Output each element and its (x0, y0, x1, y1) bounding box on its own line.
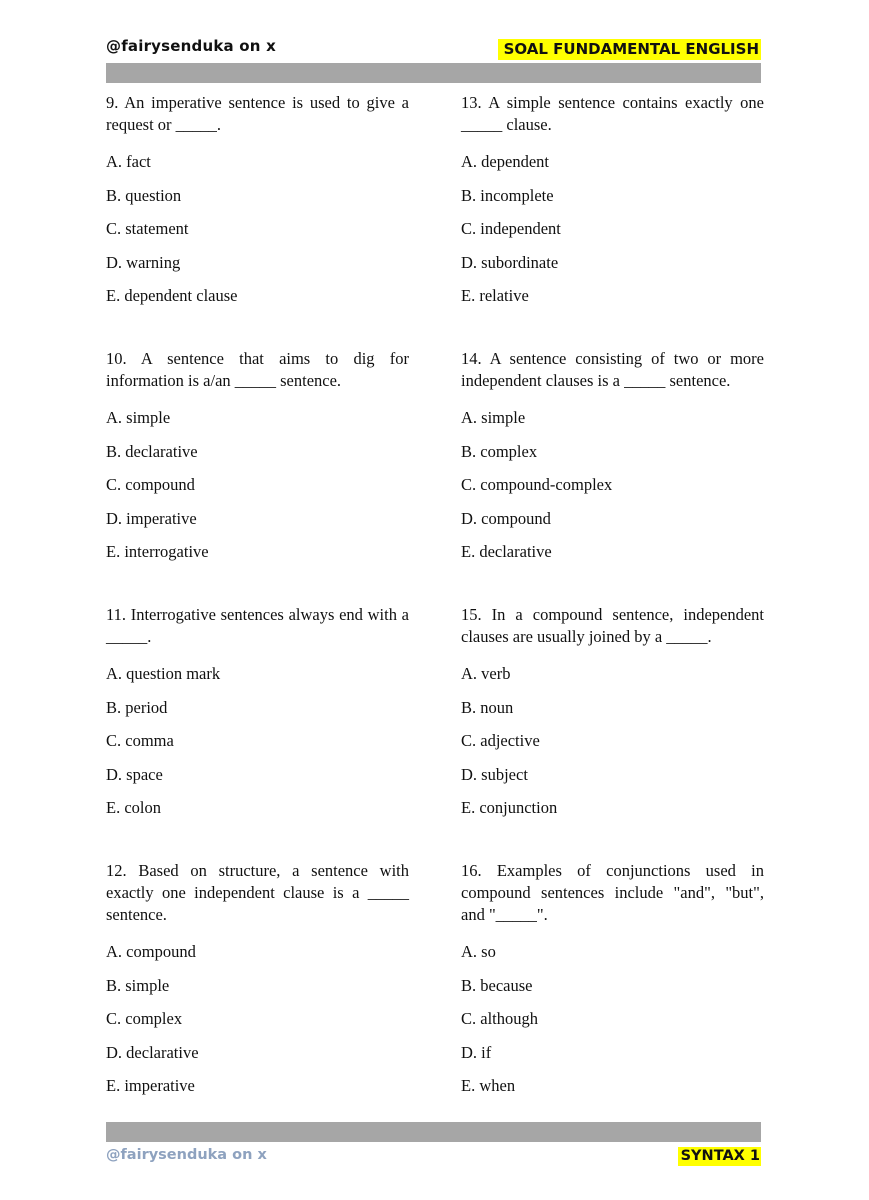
footer-label: SYNTAX 1 (678, 1147, 761, 1166)
option-d: D. declarative (106, 1042, 199, 1062)
option-e: E. when (461, 1076, 516, 1095)
question-text: 13. A simple sentence contains exactly one _____ clause. (461, 93, 764, 134)
option-e: E. declarative (461, 542, 552, 561)
question-text: 15. In a compound sentence, independent clauses are usually joined by a _____. (461, 605, 764, 646)
option-b: B. complex (461, 441, 538, 461)
question-11 (106, 604, 409, 825)
option-d: D. if (461, 1042, 492, 1062)
option-e: E. relative (461, 286, 529, 305)
header-divider-bar (106, 63, 761, 83)
option-a: A. simple (106, 408, 171, 427)
option-d: D. warning (106, 252, 181, 272)
question-text: 14. A sentence consisting of two or more independent clauses is a _____ sentence. (461, 349, 764, 390)
question-text: 16. Examples of conjunctions used in compound sentences include "and", "but", and "_____". (461, 861, 764, 924)
header-handle: @fairysenduka on x (106, 37, 276, 55)
option-a: A. so (461, 942, 496, 961)
option-c: C. compound (106, 475, 195, 494)
question-13 (461, 92, 764, 313)
option-e: E. interrogative (106, 542, 209, 561)
option-d: D. compound (461, 508, 551, 528)
option-b: B. because (461, 975, 533, 995)
footer-handle: @fairysenduka on x (106, 1147, 267, 1163)
option-c: C. complex (106, 1009, 183, 1028)
option-b: B. incomplete (461, 185, 554, 205)
option-e: E. imperative (106, 1076, 195, 1095)
option-e: E. conjunction (461, 798, 558, 817)
question-12 (106, 860, 409, 1103)
option-b: B. period (106, 697, 168, 717)
question-text: 11. Interrogative sentences always end with a _____. (106, 605, 409, 646)
option-a: A. compound (106, 942, 196, 961)
option-d: D. subject (461, 764, 528, 784)
option-d: D. space (106, 764, 163, 784)
footer-divider-bar (106, 1122, 761, 1142)
option-b: B. declarative (106, 441, 198, 461)
option-c: C. adjective (461, 731, 540, 750)
question-text: 9. An imperative sentence is used to give a request or _____. (106, 93, 409, 134)
option-d: D. subordinate (461, 252, 559, 272)
option-a: A. fact (106, 152, 151, 171)
option-b: B. noun (461, 697, 514, 717)
question-9 (106, 92, 409, 313)
option-c: C. comma (106, 731, 174, 750)
question-16 (461, 860, 764, 1103)
option-c: C. statement (106, 219, 189, 238)
header-title: SOAL FUNDAMENTAL ENGLISH (498, 39, 761, 60)
option-e: E. dependent clause (106, 286, 238, 305)
option-a: A. simple (461, 408, 526, 427)
option-a: A. verb (461, 664, 511, 683)
option-e: E. colon (106, 798, 161, 817)
option-a: A. dependent (461, 152, 549, 171)
option-b: B. question (106, 185, 182, 205)
option-d: D. imperative (106, 508, 197, 528)
question-14 (461, 348, 764, 569)
option-a: A. question mark (106, 664, 221, 683)
option-c: C. independent (461, 219, 561, 238)
question-15 (461, 604, 764, 825)
question-text: 10. A sentence that aims to dig for information is a/an _____ sentence. (106, 349, 409, 390)
option-c: C. compound-complex (461, 475, 613, 494)
question-10 (106, 348, 409, 569)
option-c: C. although (461, 1009, 538, 1028)
question-text: 12. Based on structure, a sentence with exactly one independent clause is a _____ sentence. (106, 861, 409, 924)
option-b: B. simple (106, 975, 170, 995)
